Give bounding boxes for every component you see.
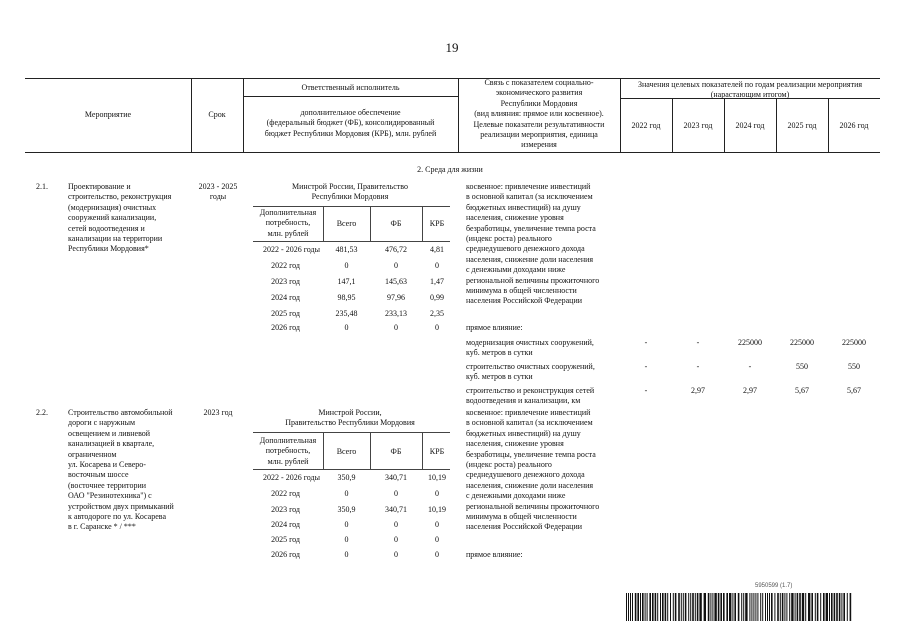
indicator-value: - — [644, 362, 648, 371]
fin-row-label: 2022 год — [271, 489, 300, 498]
fin-row-total: 0 — [344, 323, 349, 332]
indicator-value: 2,97 — [743, 386, 757, 395]
fin-row-label: 2022 год — [271, 261, 300, 270]
fin-row-krb: 0 — [435, 261, 439, 270]
fin-row-total: 350,9 — [337, 473, 356, 482]
fin-krb-header: КРБ — [429, 447, 445, 456]
row-term: 2023 - 2025 годы — [198, 182, 238, 202]
indicator-value: 550 — [796, 362, 808, 371]
indicator-name: строительство и реконструкция сетей водоотведения и канализации, км — [466, 386, 595, 406]
fin-row-fb: 0 — [394, 535, 398, 544]
fin-row-label: 2023 год — [271, 277, 300, 286]
row-number: 2.1. — [36, 182, 48, 191]
fin-row-krb: 10,19 — [428, 505, 446, 514]
fin-need-header: Дополнительная потребность, млн. рублей — [259, 208, 317, 238]
section-title: 2. Среда для жизни — [417, 165, 483, 174]
fin-row-krb: 4,81 — [430, 245, 444, 254]
fin-row-fb: 476,72 — [385, 245, 407, 254]
indicator-value: 2,97 — [691, 386, 705, 395]
row-event: Проектирование и строительство, реконструкция (модернизация) очистных сооружений канализации, сетей водоотведения и канализации на территории Республики Мордовия* — [68, 182, 172, 254]
fin-need-header: Дополнительная потребность, млн. рублей — [259, 436, 317, 466]
indicator-value: 225000 — [790, 338, 814, 347]
fin-row-total: 147,1 — [337, 277, 356, 286]
header-funding: дополнительное обеспечение (федеральный бюджет (ФБ), консолидированный бюджет Республики Мордовия (КРБ), млн. рублей — [264, 108, 437, 138]
indicator-value: 5,67 — [847, 386, 861, 395]
fin-row-krb: 1,47 — [430, 277, 444, 286]
indicator-name: модернизация очистных сооружений, куб. метров в сутки — [466, 338, 594, 358]
fin-row-label: 2023 год — [271, 505, 300, 514]
fin-row-total: 0 — [344, 261, 349, 270]
row-responsible: Минстрой России, Правительство Республики Мордовия — [285, 408, 415, 428]
fin-row-krb: 10,19 — [428, 473, 446, 482]
fin-row-fb: 340,71 — [385, 505, 407, 514]
barcode — [626, 593, 854, 621]
direct-influence: прямое влияние: — [466, 550, 523, 559]
header-link: Связь с показателем социально- экономического развития Республики Мордовия (вид влияния: прямое или косвенное). Целевые показатели результативности реализации мероприятия, единица измерения — [473, 78, 605, 150]
fin-fb-header: ФБ — [390, 447, 402, 456]
fin-row-total: 350,9 — [337, 505, 356, 514]
row-event: Строительство автомобильной дороги с наружным освещением и ливневой канализацией в квартале, ограниченном ул. Косарева и Северо- восточным шоссе (восточнее территории ОАО "Резинотехника") с устройством двух примыканий к автодороге по ул. Косарева в г. Саранске * / *** — [68, 408, 174, 532]
fin-row-fb: 0 — [394, 323, 398, 332]
header-year-2024: 2024 год — [735, 121, 765, 130]
fin-row-label: 2025 год — [271, 309, 300, 318]
fin-row-total: 0 — [344, 489, 349, 498]
fin-row-fb: 97,96 — [387, 293, 405, 302]
fin-row-label: 2026 год — [271, 550, 300, 559]
fin-total-header: Всего — [336, 447, 357, 456]
header-year-2026: 2026 год — [839, 121, 869, 130]
indicator-value: - — [696, 338, 700, 347]
fin-row-total: 235,48 — [335, 309, 358, 318]
fin-row-total: 0 — [344, 535, 349, 544]
indicator-name: строительство очистных сооружений, куб. метров в сутки — [466, 362, 595, 382]
fin-row-fb: 0 — [394, 261, 398, 270]
fin-krb-header: КРБ — [429, 219, 445, 228]
fin-total-header: Всего — [336, 219, 357, 228]
direct-influence: прямое влияние: — [466, 323, 523, 332]
fin-row-label: 2026 год — [271, 323, 300, 332]
fin-row-krb: 2,35 — [430, 309, 444, 318]
fin-row-label: 2022 - 2026 годы — [263, 473, 320, 482]
fin-row-label: 2022 - 2026 годы — [263, 245, 320, 254]
row-number: 2.2. — [36, 408, 48, 417]
fin-row-total: 0 — [344, 550, 349, 559]
indicator-value: 225000 — [842, 338, 866, 347]
header-event: Мероприятие — [84, 110, 132, 119]
indicator-value: 550 — [848, 362, 860, 371]
fin-row-fb: 233,13 — [385, 309, 407, 318]
row-term: 2023 год — [203, 408, 233, 417]
fin-row-krb: 0 — [435, 550, 439, 559]
fin-row-fb: 0 — [394, 520, 398, 529]
header-year-2025: 2025 год — [787, 121, 817, 130]
header-year-2022: 2022 год — [631, 121, 661, 130]
fin-row-label: 2025 год — [271, 535, 300, 544]
indicator-value: - — [644, 386, 648, 395]
fin-row-krb: 0 — [435, 535, 439, 544]
indicator-value: - — [748, 362, 752, 371]
fin-row-krb: 0,99 — [430, 293, 444, 302]
fin-row-krb: 0 — [435, 520, 439, 529]
row-responsible: Минстрой России, Правительство Республики Мордовия — [291, 182, 409, 202]
fin-row-fb: 145,63 — [385, 277, 407, 286]
header-term: Срок — [208, 110, 226, 119]
indirect-influence: косвенное: привлечение инвестиций в основной капитал (за исключением бюджетных инвестиций) на душу населения, снижение уровня безработицы, увеличение темпа роста (индекс роста) реального среднедушевого денежного дохода населения, снижение доли населения с денежными доходами ниже региональной величины прожиточного минимума в общей численности населения Российской Федерации — [466, 182, 600, 306]
fin-row-krb: 0 — [435, 489, 439, 498]
indicator-value: - — [644, 338, 648, 347]
fin-row-fb: 340,71 — [385, 473, 407, 482]
fin-row-fb: 0 — [394, 550, 398, 559]
header-responsible: Ответственный исполнитель — [301, 83, 400, 92]
fin-fb-header: ФБ — [390, 219, 402, 228]
fin-row-total: 0 — [344, 520, 349, 529]
fin-row-krb: 0 — [435, 323, 439, 332]
barcode-number: 5950599 (1.7) — [755, 583, 793, 589]
header-targets: Значения целевых показателей по годам реализации мероприятия (нарастающим итогом) — [637, 80, 863, 100]
page-number: 19 — [445, 40, 459, 55]
indicator-value: 225000 — [738, 338, 762, 347]
fin-row-total: 98,95 — [337, 293, 356, 302]
fin-row-fb: 0 — [394, 489, 398, 498]
fin-row-label: 2024 год — [271, 520, 300, 529]
header-year-2023: 2023 год — [683, 121, 713, 130]
fin-row-total: 481,53 — [335, 245, 358, 254]
indicator-value: 5,67 — [795, 386, 809, 395]
fin-row-label: 2024 год — [271, 293, 300, 302]
indicator-value: - — [696, 362, 700, 371]
indirect-influence: косвенное: привлечение инвестиций в основной капитал (за исключением бюджетных инвестиций) на душу населения, снижение уровня безработицы, увеличение темпа роста (индекс роста) реального среднедушевого денежного дохода населения, снижение доли населения с денежными доходами ниже региональной величины прожиточного минимума в общей численности населения Российской Федерации — [466, 408, 600, 532]
